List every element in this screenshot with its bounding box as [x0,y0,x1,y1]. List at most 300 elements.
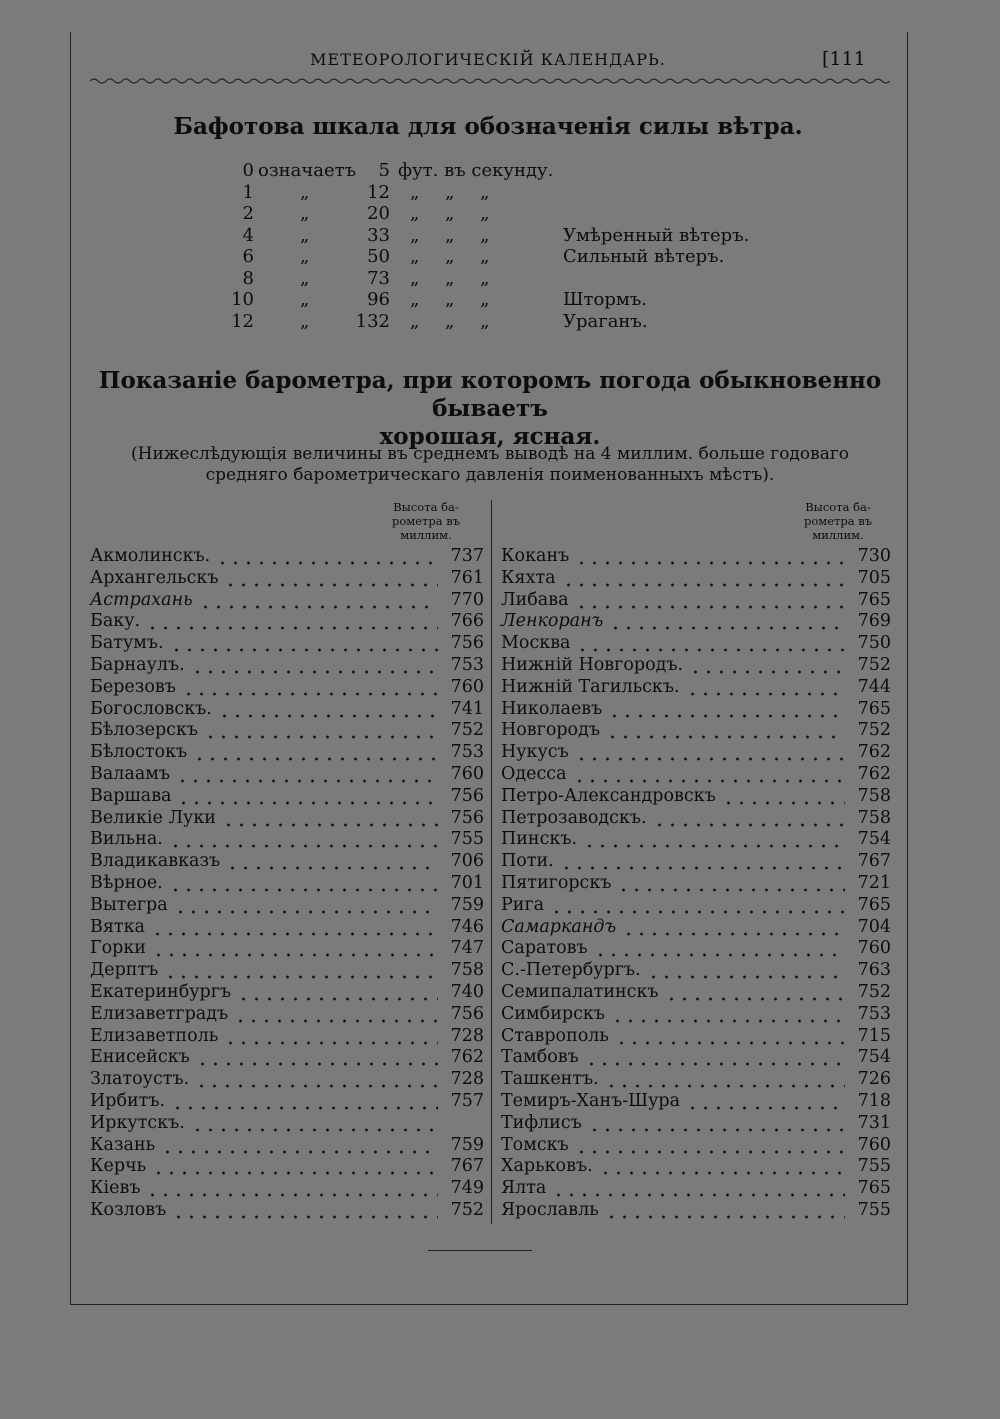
barometer-note-line2: средняго барометрическаго давленія поименованныхъ мѣстъ). [205,465,775,485]
barometer-row [90,610,484,632]
barometer-value: 753 [857,1003,891,1024]
barometer-value: 747 [450,938,484,959]
place-name: Нукусъ [501,742,569,763]
barometer-value: 759 [450,1134,484,1155]
barometer-value: 756 [450,807,484,828]
dot-leader [617,872,845,894]
dot-leader [722,785,845,807]
column-header-left [366,500,486,542]
barometer-row [501,654,891,676]
barometer-value: 752 [450,720,484,741]
place-name: Семипалатинскъ [501,982,659,1002]
wind-scale-row [0,225,900,247]
barometer-value: 706 [450,851,484,872]
barometer-row [501,676,891,698]
place-name: Пинскъ. [501,829,578,850]
place-name: Елизаветградъ [90,1003,229,1024]
dot-leader [608,698,845,720]
barometer-value: 754 [857,1047,891,1068]
barometer-value: 752 [857,982,891,1002]
wind-scale-unit: „ „ „ [410,267,500,289]
place-name: Вильна. [90,829,163,850]
barometer-value: 741 [450,698,484,719]
wind-scale-row [0,268,900,290]
column-header-line: миллим. [400,528,452,542]
barometer-value: 765 [857,1178,891,1199]
place-name: Пятигорскъ [501,873,612,893]
wind-scale-word: „ [300,267,310,289]
dot-leader [599,1155,845,1177]
dot-leader [222,807,438,829]
wind-scale-grade: 6 [242,246,254,267]
wind-scale-row [0,311,900,333]
wind-scale-row [0,246,900,268]
wind-scale-desc: Сильный вѣтеръ. [563,246,725,267]
barometer-value: 767 [857,851,891,872]
barometer-row [501,1112,891,1134]
wind-scale-speed: 50 [367,246,390,267]
barometer-value: 765 [857,894,891,915]
barometer-row [501,610,891,632]
place-name: Керчь [90,1156,147,1177]
barometer-row [501,785,891,807]
barometer-row [501,959,891,981]
barometer-row [501,1199,891,1221]
barometer-value: 760 [450,676,484,697]
wind-scale-speed: 132 [355,310,390,332]
dot-leader [575,589,845,611]
barometer-value: 731 [857,1112,891,1133]
column-header-line: рометра въ [391,514,461,528]
dot-leader [146,610,438,632]
barometer-row [90,1177,484,1199]
place-name: Богословскъ. [90,698,212,719]
dot-leader [204,719,438,741]
place-name: Либава [501,589,569,610]
wavy-rule [90,76,890,86]
barometer-row [501,567,891,589]
place-name: Казань [90,1134,156,1155]
place-name: Козловъ [90,1200,167,1220]
barometer-row [501,916,891,938]
barometer-title-line2: хорошая, ясная. [379,423,601,450]
dot-leader [611,1003,845,1025]
dot-leader [193,741,438,763]
barometer-title [90,367,890,451]
barometer-row [90,567,484,589]
place-name: Бѣлозерскъ [90,720,199,741]
dot-leader [605,1068,845,1090]
place-name: Рига [501,894,545,915]
column-header-line: Высота ба- [805,500,871,514]
page-number: [111 [822,48,866,70]
barometer-value: 770 [450,589,484,610]
barometer-value: 756 [450,633,484,654]
barometer-value: 746 [450,916,484,937]
barometer-value: 759 [450,894,484,915]
wind-scale-row [0,289,900,311]
dot-leader [218,698,438,720]
place-name: Саратовъ [501,938,588,959]
barometer-row [90,741,484,763]
place-name: Нижній Новгородъ. [501,655,684,675]
place-name: Батумъ. [90,633,164,654]
dot-leader [575,741,845,763]
barometer-row [90,872,484,894]
barometer-row [501,1177,891,1199]
barometer-row [90,589,484,611]
wind-scale-speed: 73 [367,267,390,289]
dot-leader [594,937,845,959]
dot-leader [191,1112,438,1134]
wind-scale-speed: 33 [367,224,390,246]
place-name: Тамбовъ [501,1047,579,1068]
wind-scale-grade: 2 [242,203,254,224]
wind-scale-unit: „ „ „ [410,246,500,267]
place-name: С.-Петербургъ. [501,960,641,981]
barometer-value: 750 [857,633,891,654]
barometer-note-line1: (Нижеслѣдующія величины въ среднемъ выводѣ на 4 миллим. больше годоваго [131,444,849,464]
dot-leader [689,654,845,676]
barometer-row [90,1003,484,1025]
barometer-value: 749 [450,1178,484,1199]
dot-leader [575,545,845,567]
place-name: Тифлисъ [501,1112,582,1133]
barometer-row [501,1134,891,1156]
wind-scale-grade: 4 [242,224,254,246]
place-name: Горки [90,938,146,959]
wind-scale-speed: 96 [367,289,390,310]
wind-scale-row [0,182,900,204]
wind-scale-unit: „ „ „ [410,310,500,332]
dot-leader [174,894,438,916]
dot-leader [588,1112,845,1134]
barometer-row [90,1155,484,1177]
barometer-value: 755 [857,1156,891,1177]
dot-leader [237,981,438,1003]
barometer-value: 758 [857,785,891,806]
dot-leader [171,1090,438,1112]
barometer-value: 758 [450,960,484,981]
barometer-value: 726 [857,1069,891,1090]
place-name: Березовъ [90,676,176,697]
barometer-value: 744 [857,676,891,697]
wind-scale-word: „ [300,203,310,224]
wind-scale-row [0,160,900,182]
barometer-row [90,545,484,567]
wind-scale-grade: 10 [231,289,254,310]
barometer-value: 737 [450,546,484,566]
place-name: Ярославль [501,1200,599,1220]
place-name: Вятка [90,916,145,937]
dot-leader [606,719,845,741]
barometer-value: 753 [450,742,484,763]
place-name: Дерптъ [90,960,159,981]
wind-scale-title: Бафотова шкала для обозначенія силы вѣтра. [173,113,803,140]
place-name: Ставрополь [501,1025,609,1046]
place-name: Нижній Тагильскъ. [501,676,680,697]
barometer-row [501,545,891,567]
place-name: Харьковъ. [501,1156,593,1177]
wind-scale-speed: 5 [378,160,390,181]
dot-leader [647,959,845,981]
dot-leader [151,916,438,938]
place-name: Енисейскъ [90,1047,190,1068]
wind-scale-word: означаетъ [258,160,357,181]
place-name: Бѣлостокъ [90,742,188,763]
barometer-value: 701 [450,873,484,893]
barometer-row [501,763,891,785]
wind-scale-word: „ [300,181,310,203]
barometer-row [501,850,891,872]
dot-leader [170,632,438,654]
barometer-row [90,632,484,654]
barometer-value: 760 [857,1134,891,1155]
barometer-row [90,916,484,938]
barometer-row [501,719,891,741]
barometer-value: 730 [857,546,891,566]
place-name: Томскъ [501,1134,569,1155]
dot-leader [615,1025,845,1047]
barometer-value: 760 [450,764,484,784]
barometer-value: 705 [857,567,891,588]
barometer-row [90,654,484,676]
wind-scale-unit: „ „ „ [410,181,500,203]
barometer-value: 756 [450,785,484,806]
barometer-row [501,698,891,720]
barometer-row [501,1090,891,1112]
place-name: Владикавказъ [90,851,221,872]
place-name: Иркутскъ. [90,1112,185,1133]
dot-leader [653,807,845,829]
barometer-value: 758 [857,807,891,828]
barometer-row [90,1199,484,1221]
barometer-value: 728 [450,1025,484,1046]
place-name: Москва [501,633,571,654]
barometer-row [90,894,484,916]
dot-leader [560,850,845,872]
wind-scale-speed: 20 [367,203,390,224]
dot-leader [169,872,438,894]
place-name: Екатеринбургъ [90,982,232,1002]
dot-leader [552,1177,845,1199]
wind-scale-desc: Штормъ. [563,289,648,310]
barometer-row [501,1025,891,1047]
barometer-row [501,1046,891,1068]
place-name: Златоустъ. [90,1069,190,1090]
barometer-title-line1: Показаніе барометра, при которомъ погода обыкновенно бываетъ [98,367,882,422]
barometer-value: 769 [857,611,891,632]
dot-leader [146,1177,438,1199]
place-name: Николаевъ [501,698,603,719]
dot-leader [575,1134,845,1156]
barometer-row [90,828,484,850]
barometer-row [90,1112,484,1134]
barometer-value: 762 [450,1047,484,1068]
dot-leader [196,1046,438,1068]
place-name: Ленкоранъ [501,611,604,632]
wind-scale-grade: 8 [242,267,254,289]
barometer-row [90,698,484,720]
dot-leader [622,916,845,938]
dot-leader [182,676,438,698]
wind-scale-speed: 12 [367,181,390,203]
place-name: Темиръ-Ханъ-Шура [501,1091,681,1111]
dot-leader [176,763,438,785]
barometer-value: 765 [857,589,891,610]
barometer-value: 763 [857,960,891,981]
place-name: Елизаветполь [90,1025,219,1046]
wind-scale-desc: Ураганъ. [563,310,648,332]
place-name: Великіе Луки [90,807,216,828]
dot-leader [161,1134,438,1156]
barometer-value: 752 [450,1200,484,1220]
dot-leader [226,850,438,872]
dot-leader [191,654,438,676]
dot-leader [224,1025,438,1047]
barometer-value: 728 [450,1069,484,1090]
place-name: Ирбитъ. [90,1091,166,1111]
dot-leader [686,676,845,698]
wind-scale-word: „ [300,224,310,246]
barometer-value: 762 [857,742,891,763]
barometer-value: 765 [857,698,891,719]
wind-scale-unit: фут. въ секунду. [398,160,554,181]
dot-leader [152,937,438,959]
barometer-row [501,632,891,654]
place-name: Валаамъ [90,764,171,784]
barometer-row [90,1025,484,1047]
wind-scale-word: „ [300,289,310,310]
barometer-value: 754 [857,829,891,850]
dot-leader [609,610,845,632]
barometer-row [90,1068,484,1090]
place-name: Вѣрное. [90,873,163,893]
column-header-line: Высота ба- [393,500,459,514]
barometer-row [90,1134,484,1156]
dot-leader [172,1199,438,1221]
barometer-row [501,1068,891,1090]
barometer-value: 756 [450,1003,484,1024]
place-name: Одесса [501,764,567,784]
barometer-row [501,807,891,829]
end-rule [428,1250,532,1251]
barometer-row [501,872,891,894]
barometer-value: 718 [857,1091,891,1111]
barometer-row [90,981,484,1003]
barometer-row [90,1046,484,1068]
dot-leader [216,545,438,567]
place-name: Самаркандъ [501,916,617,937]
running-header: МЕТЕОРОЛОГИЧЕСКІЙ КАЛЕНДАРЬ. [310,50,666,69]
wind-scale-unit: „ „ „ [410,203,500,224]
wind-scale-grade: 12 [231,310,254,332]
place-name: Ташкентъ. [501,1069,599,1090]
wind-scale-desc: Умѣренный вѣтеръ. [563,224,750,246]
wind-scale-unit: „ „ „ [410,289,500,310]
barometer-row [501,937,891,959]
barometer-value: 767 [450,1156,484,1177]
place-name: Кіевъ [90,1178,141,1199]
dot-leader [665,981,845,1003]
column-divider [491,500,492,1224]
place-name: Вытегра [90,894,168,915]
column-header-line: миллим. [812,528,864,542]
barometer-row [90,785,484,807]
wind-scale-grade: 0 [242,160,254,181]
dot-leader [686,1090,845,1112]
barometer-value: 766 [450,611,484,632]
barometer-row [501,1003,891,1025]
barometer-row [90,850,484,872]
dot-leader [562,567,845,589]
barometer-value: 721 [857,873,891,893]
wind-scale-unit: „ „ „ [410,224,500,246]
column-header-line: рометра въ [803,514,873,528]
place-name: Астрахань [90,589,193,610]
place-name: Ялта [501,1178,547,1199]
place-name: Коканъ [501,546,570,566]
barometer-row [90,1090,484,1112]
barometer-row [90,719,484,741]
dot-leader [576,632,845,654]
barometer-row [501,981,891,1003]
dot-leader [573,763,845,785]
wind-scale-grade: 1 [242,181,254,203]
dot-leader [550,894,845,916]
barometer-row [501,741,891,763]
dot-leader [583,828,845,850]
dot-leader [195,1068,438,1090]
barometer-row [90,676,484,698]
barometer-value: 715 [857,1025,891,1046]
barometer-value: 752 [857,655,891,675]
barometer-note [90,444,890,486]
place-name: Новгородъ [501,720,601,741]
barometer-row [501,589,891,611]
dot-leader [199,589,438,611]
barometer-value: 740 [450,982,484,1002]
dot-leader [152,1155,438,1177]
barometer-value: 755 [857,1200,891,1220]
barometer-row [90,959,484,981]
dot-leader [164,959,438,981]
place-name: Архангельскъ [90,567,219,588]
dot-leader [234,1003,438,1025]
dot-leader [605,1199,845,1221]
barometer-value: 760 [857,938,891,959]
barometer-value: 755 [450,829,484,850]
place-name: Петро-Александровскъ [501,785,716,806]
barometer-row [501,1155,891,1177]
barometer-value: 752 [857,720,891,741]
barometer-row [501,828,891,850]
wind-scale-word: „ [300,246,310,267]
barometer-value: 761 [450,567,484,588]
wind-scale-word: „ [300,310,310,332]
dot-leader [224,567,438,589]
barometer-value: 753 [450,655,484,675]
barometer-value: 757 [450,1091,484,1111]
dot-leader [585,1046,845,1068]
place-name: Петрозаводскъ. [501,807,647,828]
place-name: Варшава [90,785,172,806]
barometer-value: 704 [857,916,891,937]
place-name: Поти. [501,851,554,872]
barometer-row [90,937,484,959]
barometer-row [501,894,891,916]
dot-leader [169,828,438,850]
